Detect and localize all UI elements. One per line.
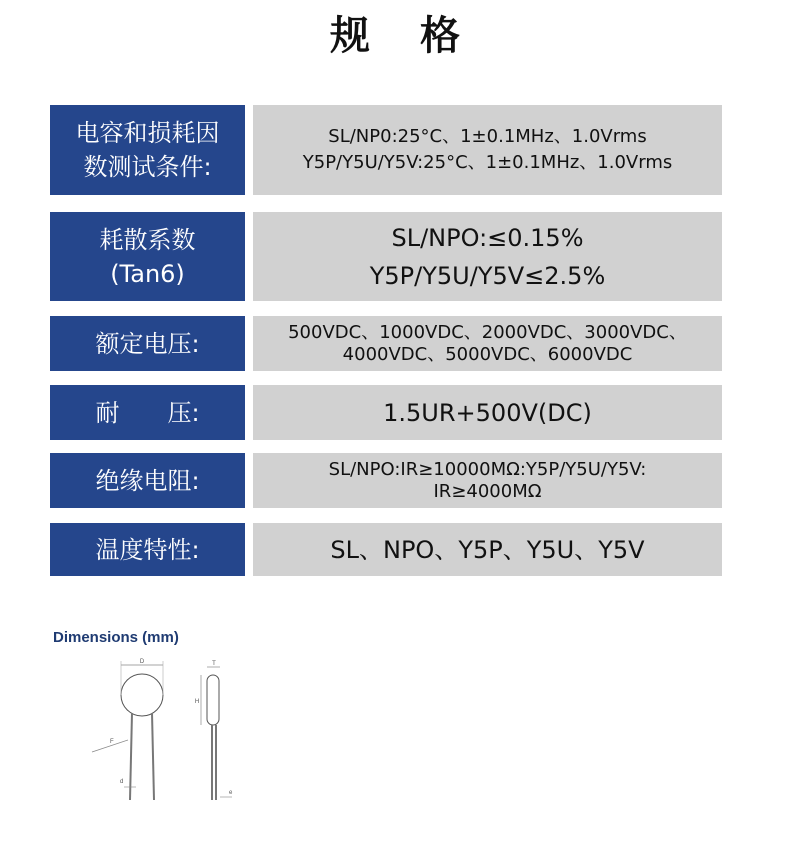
spec-label [50, 212, 245, 301]
spec-row-rated-voltage [50, 316, 722, 371]
spec-value-line: 4000VDC、5000VDC、6000VDC [342, 343, 633, 365]
spec-value-line: SL/NPO:≤0.15% [391, 223, 584, 252]
capacitor-side-body [207, 675, 219, 725]
spec-label [50, 385, 245, 440]
spec-label [50, 105, 245, 195]
spec-label-line: 耐 压: [95, 398, 200, 427]
spec-value-line: Y5P/Y5U/Y5V≤2.5% [369, 261, 606, 290]
spec-row-temperature-characteristic [50, 523, 722, 576]
dimensions-title: Dimensions (mm) [53, 629, 179, 646]
capacitor-dimensions-diagram [80, 655, 260, 805]
spec-row-insulation-resistance [50, 453, 722, 508]
spec-value-line: 1.5UR+500V(DC) [383, 398, 592, 427]
spec-value-line: IR≥4000MΩ [433, 480, 542, 502]
spec-value [253, 453, 722, 508]
lead-spacing-label: F [110, 739, 114, 745]
spec-row-dissipation-factor [50, 212, 722, 301]
spec-value [253, 105, 722, 195]
spec-label [50, 316, 245, 371]
spec-label-line: 耗散系数 [99, 225, 196, 254]
spec-value-line: Y5P/Y5U/Y5V:25°C、1±0.1MHz、1.0Vrms [302, 152, 673, 173]
spec-value-line: 500VDC、1000VDC、2000VDC、3000VDC、 [288, 321, 687, 343]
spec-label [50, 453, 245, 508]
spec-label [50, 523, 245, 576]
height-label: H [194, 699, 200, 705]
spec-row-withstand-voltage [50, 385, 722, 440]
thickness-label: T [212, 661, 216, 667]
spec-value [253, 316, 722, 371]
lead-length-label: e [229, 790, 233, 796]
spec-label-line: (Tan6) [110, 259, 185, 288]
spec-label-line: 额定电压: [95, 329, 200, 358]
lead-right [152, 713, 154, 800]
diameter-label: D [139, 659, 145, 665]
spec-value-line: SL/NPO:IR≥10000MΩ:Y5P/Y5U/Y5V: [328, 458, 647, 480]
spec-value [253, 523, 722, 576]
spec-value [253, 212, 722, 301]
capacitor-disc [121, 674, 163, 716]
spec-label-line: 绝缘电阻: [95, 466, 200, 495]
spec-row-test-conditions [50, 105, 722, 195]
lead-diameter-label: d [120, 779, 124, 785]
spec-value [253, 385, 722, 440]
spec-value-line: SL/NP0:25°C、1±0.1MHz、1.0Vrms [328, 126, 647, 147]
spec-label-line: 数测试条件: [83, 153, 212, 181]
spec-label-line: 电容和损耗因 [75, 119, 220, 147]
page-title: 规格 [330, 13, 510, 59]
spec-label-line: 温度特性: [95, 535, 200, 564]
spec-value-line: SL、NPO、Y5P、Y5U、Y5V [330, 535, 645, 564]
